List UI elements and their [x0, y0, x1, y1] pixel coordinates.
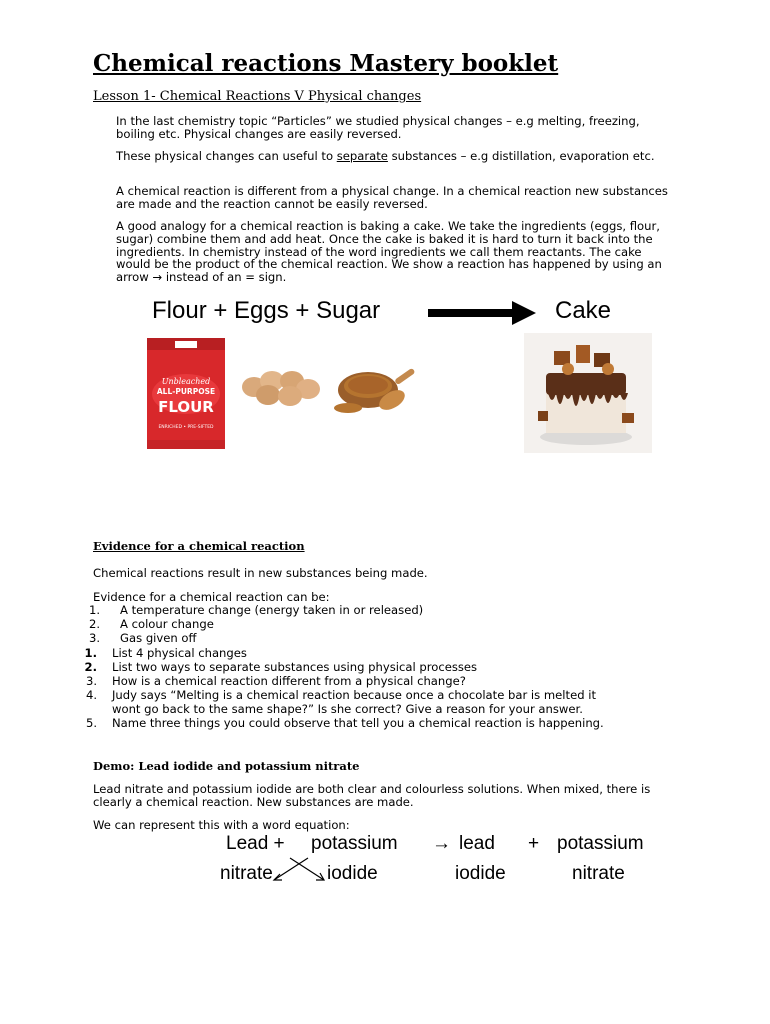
question-number: 3. — [85, 674, 97, 688]
word-eq-nitrate-product: nitrate — [572, 863, 625, 884]
question-text: Judy says “Melting is a chemical reaction because once a chocolate bar is melted it — [112, 688, 597, 702]
word-eq-lead-product: lead — [459, 833, 495, 854]
cake-equation-reactants: Flour + Eggs + Sugar — [152, 297, 381, 324]
word-eq-iodide-reactant: iodide — [327, 863, 378, 884]
paragraph-separate — [116, 150, 676, 163]
evidence-heading: Evidence for a chemical reaction — [93, 539, 305, 553]
question-text: List two ways to separate substances using physical processes — [112, 660, 478, 674]
separate-underlined-word: separate — [336, 149, 388, 163]
word-eq-potassium-product: potassium — [557, 833, 644, 854]
demo-paragraph: Lead nitrate and potassium iodide are both clear and colourless solutions. When mixed, there is clearly a chemical reaction. New substances are made. — [93, 782, 651, 809]
paragraph-separate-part2: substances – e.g distillation, evaporation etc. — [387, 149, 655, 163]
word-eq-plus: + — [528, 833, 540, 854]
paragraph-physical-changes: In the last chemistry topic “Particles” we studied physical changes – e.g melting, freezing, boiling etc. Physical changes are easily reversed. — [116, 114, 640, 141]
flour-bag-image — [145, 336, 227, 451]
flour-footer-text: ENRICHED • PRE-SIFTED — [158, 425, 214, 430]
question-number: 2. — [84, 660, 97, 674]
flour-small-text: Unbleached — [161, 377, 211, 386]
swap-cross-arrows-icon — [268, 852, 332, 888]
question-text: How is a chemical reaction different from a physical change? — [112, 674, 466, 688]
paragraph-chemical-reaction: A chemical reaction is different from a physical change. In a chemical reaction new substances are made and the reaction cannot be easily reversed. — [116, 184, 668, 211]
question-text: List 4 physical changes — [112, 646, 247, 660]
cake-equation-product: Cake — [555, 297, 612, 324]
page-title: Chemical reactions Mastery booklet — [93, 50, 559, 77]
sugar-scoop-image — [330, 352, 420, 424]
question-text: Name three things you could observe that tell you a chemical reaction is happening. — [112, 716, 604, 730]
list-item-number: 1. — [88, 603, 100, 617]
question-text: wont go back to the same shape?” Is she correct? Give a reason for your answer. — [112, 702, 583, 716]
word-eq-potassium-reactant: potassium — [311, 833, 398, 854]
question-number: 4. — [85, 688, 97, 702]
eggs-image — [240, 365, 322, 409]
question-number: 5. — [85, 716, 97, 730]
list-item-text: Gas given off — [120, 631, 197, 645]
evidence-lead: Evidence for a chemical reaction can be: — [93, 590, 330, 604]
word-eq-lead: Lead + — [226, 833, 285, 854]
demo-heading: Demo: Lead iodide and potassium nitrate — [93, 759, 360, 773]
lesson-heading: Lesson 1- Chemical Reactions V Physical changes — [93, 89, 422, 104]
cake-image — [524, 333, 652, 453]
flour-main-text: FLOUR — [158, 398, 214, 416]
question-number: 1. — [84, 646, 97, 660]
list-item-text: A temperature change (energy taken in or released) — [120, 603, 424, 617]
demo-word-equation-lead: We can represent this with a word equation: — [93, 818, 350, 832]
paragraph-separate-part1: These physical changes can useful to — [116, 149, 337, 163]
list-item-number: 2. — [88, 617, 100, 631]
word-eq-iodide-product: iodide — [455, 863, 506, 884]
paragraph-cake-analogy: A good analogy for a chemical reaction is baking a cake. We take the ingredients (eggs, flour, sugar) combine them and add heat. Once the cake is baked it is hard to turn it back into the ingredients. In chemistry instead of the word ingredients we call them reactants. The cake would be the product of the chemical reaction. We show a reaction has happened by using an arrow → instead of an = sign. — [116, 219, 662, 285]
evidence-intro: Chemical reactions result in new substances being made. — [93, 566, 428, 580]
reaction-arrow-icon — [428, 301, 538, 325]
list-item-number: 3. — [88, 631, 100, 645]
word-eq-arrow-icon: → — [432, 833, 451, 854]
list-item-text: A colour change — [120, 617, 214, 631]
word-eq-nitrate-reactant: nitrate — [220, 863, 273, 884]
flour-brand-text: ALL-PURPOSE — [156, 387, 216, 396]
